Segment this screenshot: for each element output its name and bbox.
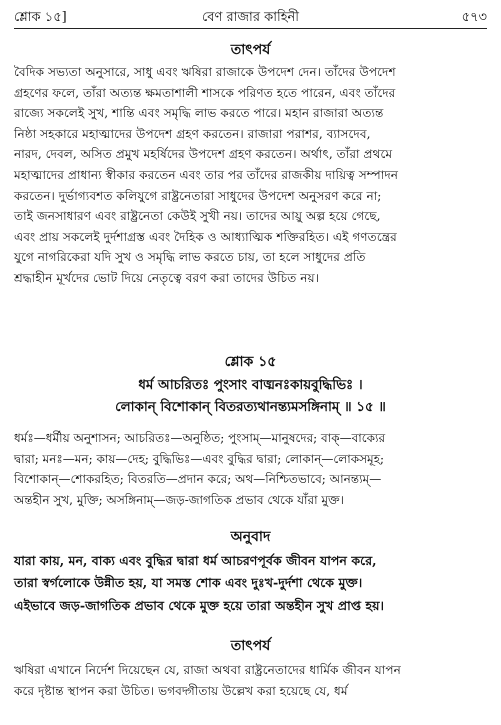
purport-line: শ্রদ্ধাহীন মূর্খদের ভোট দিয়ে নেতৃত্বে বরণ করা তাদের উচিত নয়। [14, 270, 320, 285]
purport-line: তাই জনসাধারণ এবং রাষ্ট্রনেতা কেউই সুখী নয়। তাদের আয়ু অল্প হয়ে গেছে, [14, 209, 381, 224]
purport2-heading: তাৎপর্য [230, 638, 271, 654]
synonyms-line: অন্তহীন সুখ, মুক্তি; অসঙ্গিনাম্—জড়-জাগতিক প্রভাব থেকে যাঁরা মুক্ত। [14, 492, 344, 507]
purport2-line: ঋষিরা এখানে নির্দেশ দিয়েছেন যে, রাজা অথবা রাষ্ট্রনেতাদের ধার্মিক জীবন যাপন [14, 663, 401, 677]
purport-line: নিষ্ঠা সহকারে মহাত্মাদের উপদেশ গ্রহণ করতেন। রাজারা পরাশর, ব্যাসদেব, [14, 126, 371, 141]
header-chapter-title: বেণ রাজার কাহিনী [202, 10, 299, 25]
verse-number: শ্লোক ১৫ [224, 354, 277, 370]
purport2-line: করে দৃষ্টান্ত স্থাপন করা উচিত। ভগবদ্গীতায় উল্লেখ করা হয়েছে যে, ধর্ম [14, 683, 348, 698]
running-header [14, 8, 487, 28]
sanskrit-verse [0, 374, 501, 418]
header-page-number: ৫৭৩ [461, 10, 487, 25]
purport-line: বৈদিক সভ্যতা অনুসারে, সাধু এবং ঋষিরা রাজাকে উপদেশ দেন। তাঁদের উপদেশ [14, 65, 396, 79]
synonyms-line: বিশোকান্—শোকরহিত; বিতরতি—প্রদান করে; অথ—নিশ্চিতভাবে; আনন্ত্যম্— [14, 472, 382, 487]
translation-line: যারা কায়, মন, বাক্য এবং বুদ্ধির দ্বারা ধর্ম আচরণপূর্বক জীবন যাপন করে, [14, 553, 377, 568]
verse-line: লোকান্ বিশোকান্ বিতরত্যথানন্ত্যমসঙ্গিনাম্ ॥ ১৫ ॥ [115, 399, 386, 415]
synonyms-paragraph [14, 428, 487, 510]
translation-paragraph [14, 550, 487, 617]
synonyms-line: ধর্মঃ—ধর্মীয় অনুশাসন; আচরিতঃ—অনুষ্ঠিত; পুংসাম্—মানুষদের; বাক্—বাক্যের [14, 431, 386, 445]
translation-line: এইভাবে জড়-জাগতিক প্রভাব থেকে মুক্ত হয়ে তারা অন্তহীন সুখ প্রাপ্ত হয়। [14, 597, 385, 613]
header-verse-ref: শ্লোক ১৫] [14, 10, 67, 25]
header-rule [14, 28, 487, 29]
purport-line: মহাত্মাদের প্রাধান্য স্বীকার করতেন এবং তার পর তাঁদের রাজকীয় দায়িত্ব সম্পাদন [14, 167, 399, 182]
translation-heading: অনুবাদ [230, 529, 271, 545]
purport-line: করতেন। দুর্ভাগ্যবশত কলিযুগে রাষ্ট্রনেতারা সাধুদের উপদেশ অনুসরণ করে না; [14, 188, 382, 203]
purport-paragraph [14, 62, 487, 289]
purport-heading: তাৎপর্য [230, 42, 271, 58]
verse-line: ধর্ম আচরিতঃ পুংসাং বাঙ্মনঃকায়বুদ্ধিভিঃ । [138, 377, 363, 393]
purport-line: রাজ্যে সকলেই সুখ, শান্তি এবং সমৃদ্ধি লাভ করতে পারে। মহান রাজারা অত্যন্ত [14, 106, 384, 121]
translation-line: তারা স্বর্গলোকে উন্নীত হয়, যা সমস্ত শোক এবং দুঃখ-দুর্দশা থেকে মুক্ত। [14, 575, 363, 591]
purport-line: এবং প্রায় সকলেই দুর্দশাগ্রস্ত এবং দৈহিক ও আধ্যাত্মিক শক্তিরহিত। এই গণতন্ত্রের [14, 229, 397, 244]
purport2-paragraph [14, 660, 487, 701]
synonyms-line: দ্বারা; মনঃ—মন; কায়—দেহ; বুদ্ধিভিঃ—এবং বুদ্ধির দ্বারা; লোকান্—লোকসমূহ; [14, 451, 385, 466]
purport-line: নারদ, দেবল, অসিত প্রমুখ মহর্ষিদের উপদেশ গ্রহণ করতেন। অর্থাৎ, তাঁরা প্রথমে [14, 147, 393, 162]
purport-line: গ্রহণের ফলে, তাঁরা অত্যন্ত ক্ষমতাশালী শাসকে পরিণত হতে পারেন, এবং তাঁদের [14, 85, 396, 100]
purport-line: যুগে নাগরিকেরা যদি সুখ ও সমৃদ্ধি লাভ করতে চায়, তা হলে সাধুদের প্রতি [14, 250, 366, 265]
